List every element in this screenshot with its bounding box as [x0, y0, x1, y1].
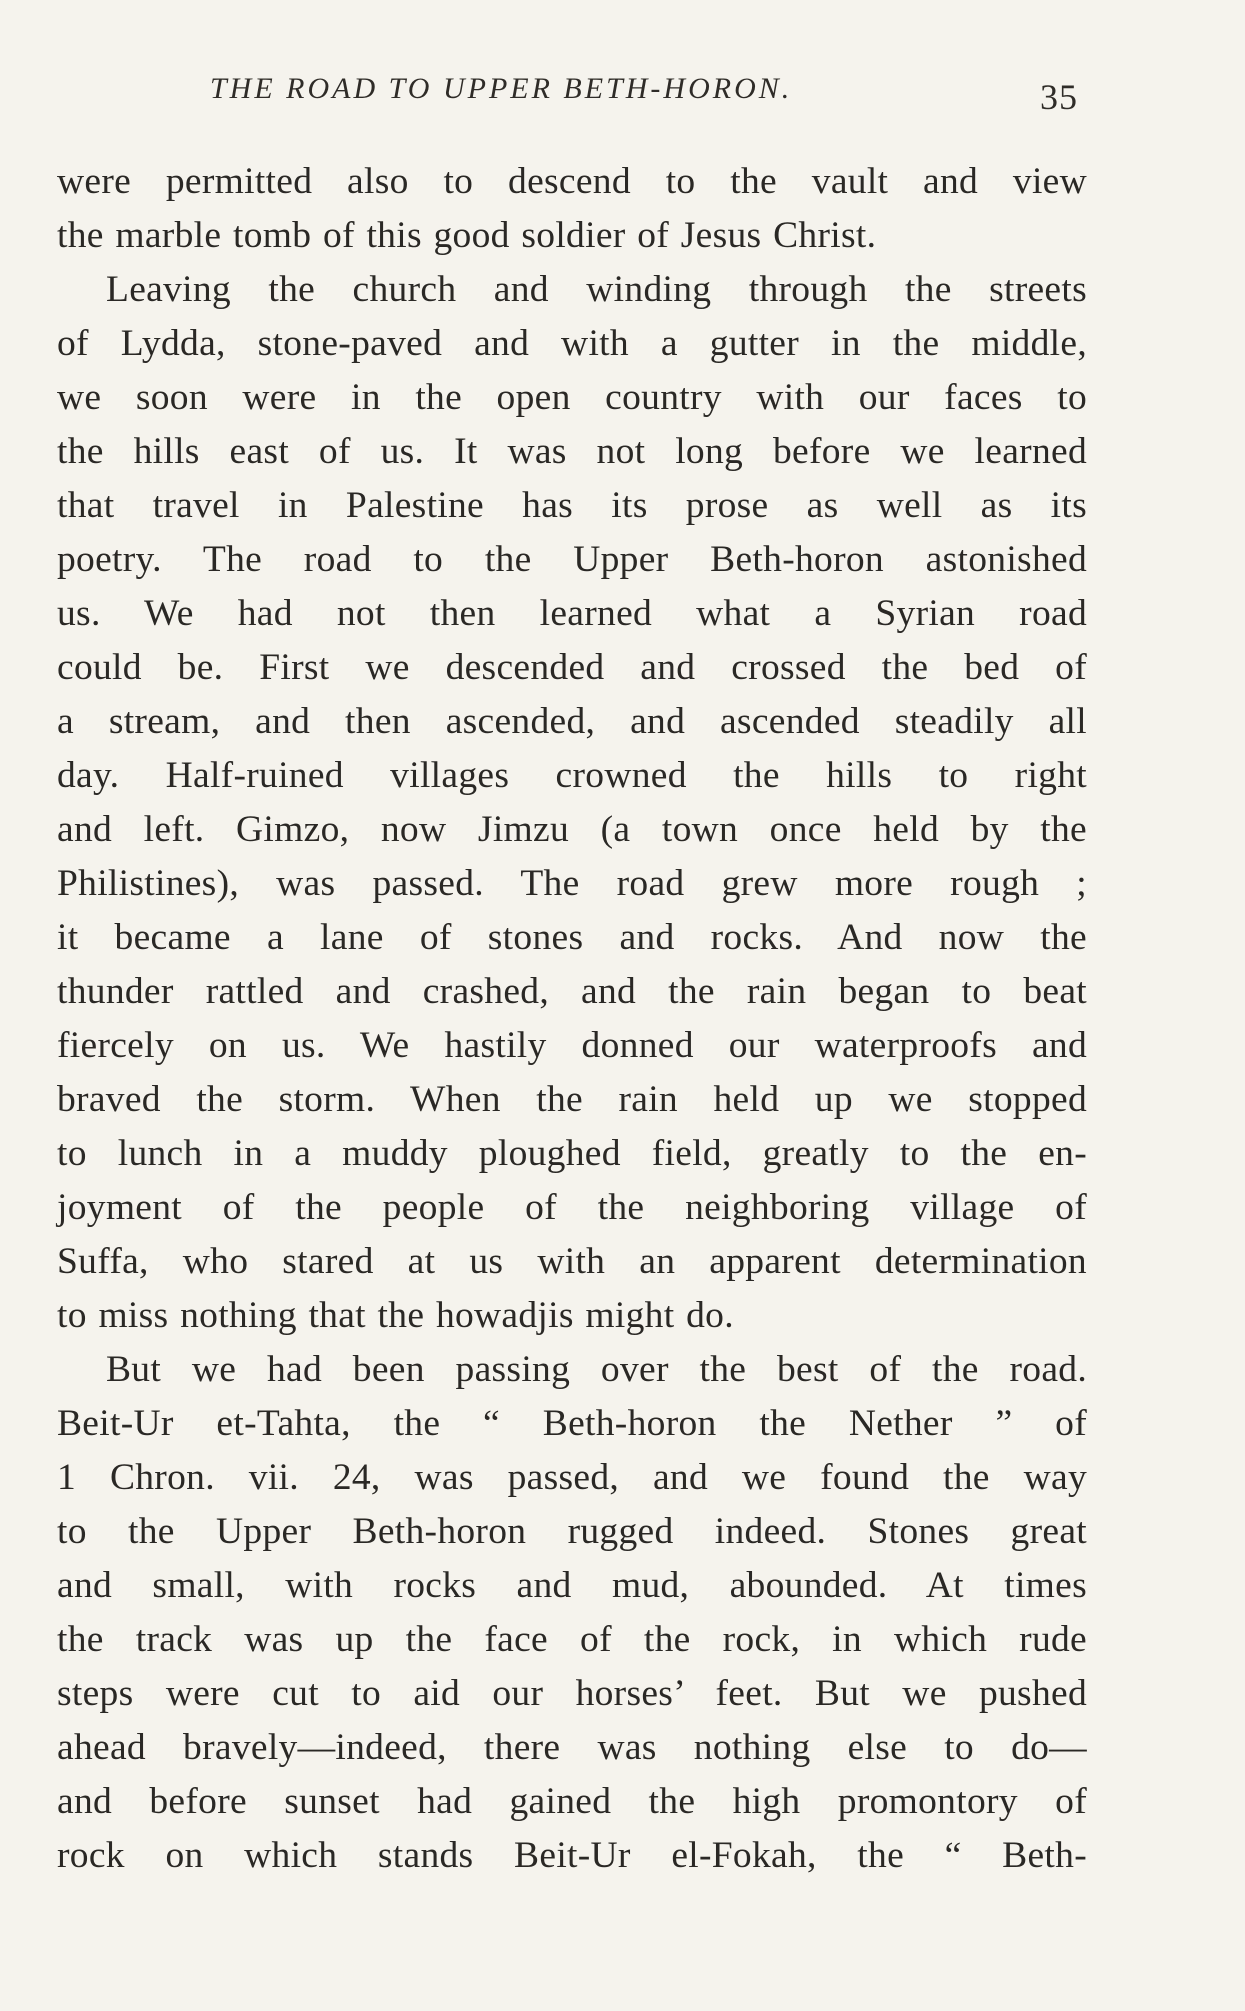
text-line: rock on which stands Beit-Ur el-Fokah, the “ Beth- — [57, 1835, 1087, 1876]
text-line: it became a lane of stones and rocks. And now the — [57, 917, 1087, 958]
text-line: 1 Chron. vii. 24, was passed, and we found the way — [57, 1457, 1087, 1498]
text-line: But we had been passing over the best of the road. — [106, 1349, 1087, 1390]
text-line: ahead bravely—indeed, there was nothing else to do— — [57, 1727, 1087, 1768]
text-line: and left. Gimzo, now Jimzu (a town once held by the — [57, 809, 1087, 850]
text-line: us. We had not then learned what a Syrian road — [57, 593, 1087, 634]
text-line: could be. First we descended and crossed the bed of — [57, 647, 1087, 688]
text-line: a stream, and then ascended, and ascended steadily all — [57, 701, 1087, 742]
text-line: to the Upper Beth-horon rugged indeed. Stones great — [57, 1511, 1087, 1552]
text-line: braved the storm. When the rain held up we stopped — [57, 1079, 1087, 1120]
text-line: the hills east of us. It was not long before we learned — [57, 431, 1087, 472]
text-line: Leaving the church and winding through the streets — [106, 269, 1087, 310]
text-line: Beit-Ur et-Tahta, the “ Beth-horon the Nether ” of — [57, 1403, 1087, 1444]
text-line: to miss nothing that the howadjis might do. — [57, 1295, 734, 1336]
text-line: Philistines), was passed. The road grew more rough ; — [57, 863, 1087, 904]
text-line: joyment of the people of the neighboring village of — [57, 1187, 1087, 1228]
text-line: to lunch in a muddy ploughed field, greatly to the en- — [57, 1133, 1087, 1174]
text-line: and before sunset had gained the high promontory of — [57, 1781, 1087, 1822]
text-line: day. Half-ruined villages crowned the hills to right — [57, 755, 1087, 796]
text-line: Suffa, who stared at us with an apparent determination — [57, 1241, 1087, 1282]
text-line: of Lydda, stone-paved and with a gutter in the middle, — [57, 323, 1087, 364]
text-line: thunder rattled and crashed, and the rain began to beat — [57, 971, 1087, 1012]
text-line: poetry. The road to the Upper Beth-horon astonished — [57, 539, 1087, 580]
page-number: 35 — [1040, 77, 1078, 117]
text-line: the track was up the face of the rock, in which rude — [57, 1619, 1087, 1660]
running-head: THE ROAD TO UPPER BETH-HORON. — [210, 72, 793, 105]
text-line: were permitted also to descend to the vault and view — [57, 161, 1087, 202]
body-text — [57, 155, 1087, 1883]
text-line: steps were cut to aid our horses’ feet. But we pushed — [57, 1673, 1087, 1714]
text-line: that travel in Palestine has its prose as well as its — [57, 485, 1087, 526]
text-line: and small, with rocks and mud, abounded. At times — [57, 1565, 1087, 1606]
text-line: fiercely on us. We hastily donned our waterproofs and — [57, 1025, 1087, 1066]
text-line: we soon were in the open country with our faces to — [57, 377, 1087, 418]
text-line: the marble tomb of this good soldier of Jesus Christ. — [57, 215, 877, 256]
